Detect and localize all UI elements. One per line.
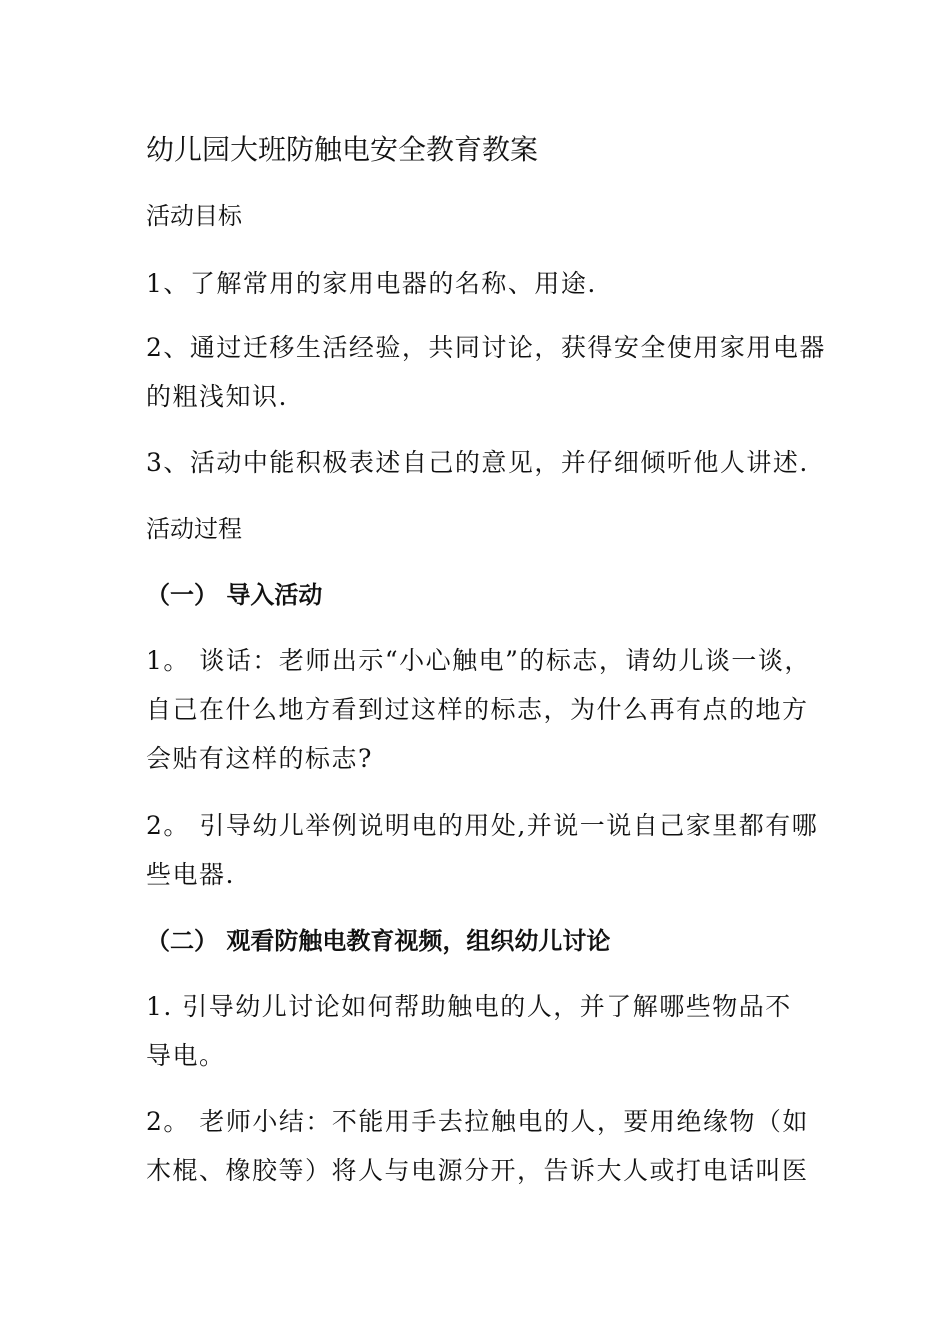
part1-heading: （一） 导入活动 [146, 580, 323, 609]
part2-line-3: 2。 老师小结：不能用手去拉触电的人，要用绝缘物（如 [146, 1107, 809, 1136]
part1-line-3: 会贴有这样的标志? [146, 744, 373, 773]
part1-line-5: 些电器. [146, 860, 235, 889]
part2-line-2: 导电。 [146, 1041, 226, 1070]
part2-line-4: 木棍、橡胶等）将人与电源分开，告诉大人或打电话叫医 [146, 1156, 809, 1185]
part1-line-4: 2。 引导幼儿举例说明电的用处,并说一说自己家里都有哪 [146, 811, 819, 840]
goal-line-1: 1、了解常用的家用电器的名称、用途. [146, 269, 597, 298]
part2-heading: （二） 观看防触电教育视频，组织幼儿讨论 [146, 926, 611, 955]
goal-line-2: 2、通过迁移生活经验，共同讨论，获得安全使用家用电器 [146, 333, 826, 362]
part2-line-1: 1. 引导幼儿讨论如何帮助触电的人，并了解哪些物品不 [146, 992, 792, 1021]
part1-line-1: 1。 谈话：老师出示“小心触电”的标志，请幼儿谈一谈， [146, 646, 811, 675]
section-heading-process: 活动过程 [146, 515, 242, 543]
document-title: 幼儿园大班防触电安全教育教案 [146, 133, 539, 166]
goal-line-3: 3、活动中能积极表述自己的意见，并仔细倾听他人讲述. [146, 448, 809, 477]
goal-line-2-cont: 的粗浅知识. [146, 382, 288, 411]
part1-line-2: 自己在什么地方看到过这样的标志，为什么再有点的地方 [146, 695, 809, 724]
section-heading-goals: 活动目标 [146, 202, 242, 230]
